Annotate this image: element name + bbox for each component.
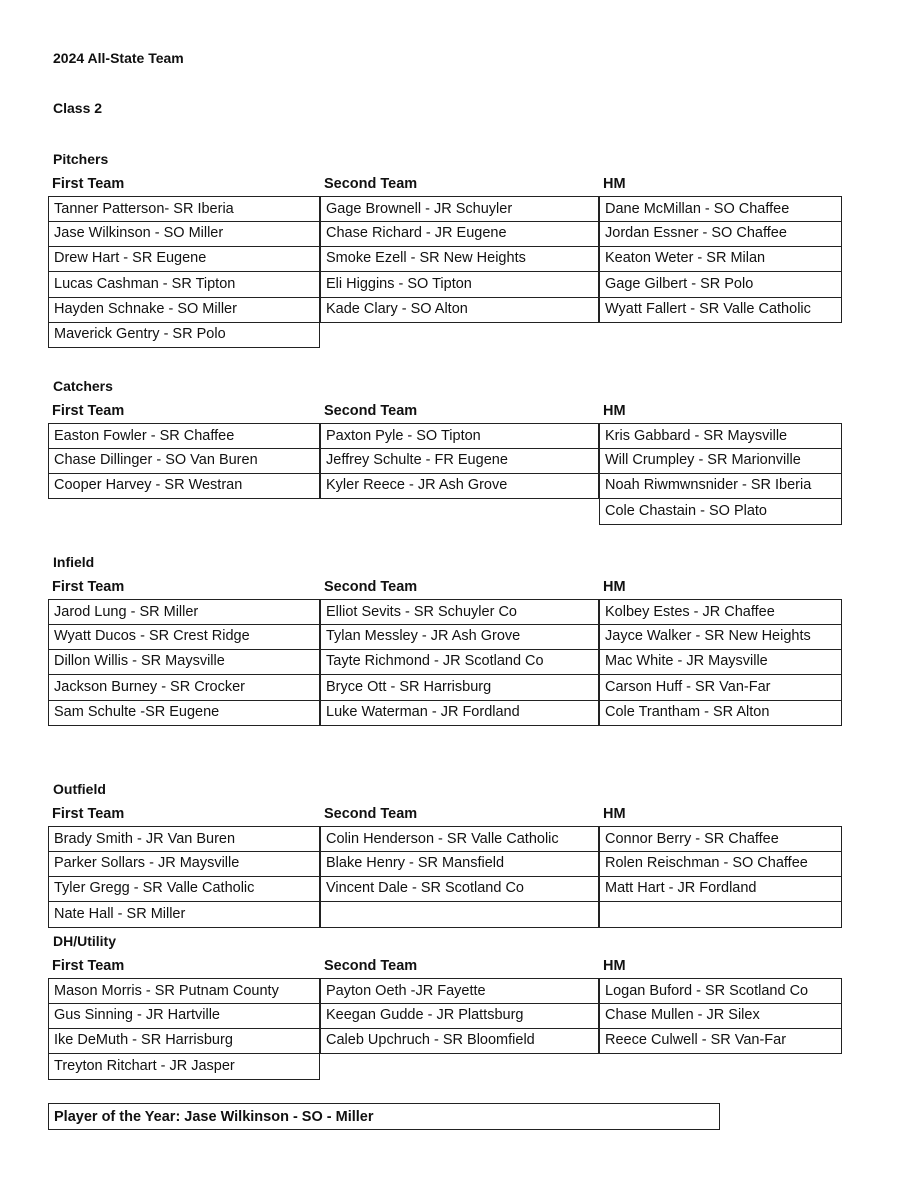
table-cell: Mason Morris - SR Putnam County xyxy=(48,978,320,1004)
table-cell: Caleb Upchruch - SR Bloomfield xyxy=(320,1028,599,1054)
table-cell: Gage Brownell - JR Schuyler xyxy=(320,196,599,222)
table-cell: Kyler Reece - JR Ash Grove xyxy=(320,473,599,499)
table-cell: Paxton Pyle - SO Tipton xyxy=(320,423,599,449)
section-title-infield: Infield xyxy=(53,554,95,570)
column-header-hm: HM xyxy=(603,958,626,974)
section-title-dh-utility: DH/Utility xyxy=(53,933,116,949)
table-cell: Colin Henderson - SR Valle Catholic xyxy=(320,826,599,852)
column-header-first: First Team xyxy=(52,403,125,419)
column-header-second: Second Team xyxy=(324,579,418,595)
table-cell: Matt Hart - JR Fordland xyxy=(599,876,842,902)
class-label: Class 2 xyxy=(53,100,103,116)
table-cell: Tanner Patterson- SR Iberia xyxy=(48,196,320,222)
table-cell: Ike DeMuth - SR Harrisburg xyxy=(48,1028,320,1054)
page-title: 2024 All-State Team xyxy=(53,50,184,66)
table-cell: Dane McMillan - SO Chaffee xyxy=(599,196,842,222)
table-cell: Rolen Reischman - SO Chaffee xyxy=(599,851,842,877)
player-of-the-year: Player of the Year: Jase Wilkinson - SO - Miller xyxy=(48,1103,720,1130)
column-header-hm: HM xyxy=(603,806,626,822)
table-cell: Eli Higgins - SO Tipton xyxy=(320,272,599,298)
table-cell: Wyatt Fallert - SR Valle Catholic xyxy=(599,297,842,323)
table-cell: Dillon Willis - SR Maysville xyxy=(48,649,320,675)
table-cell: Kade Clary - SO Alton xyxy=(320,297,599,323)
table-cell: Gage Gilbert - SR Polo xyxy=(599,272,842,298)
table-cell: Drew Hart - SR Eugene xyxy=(48,246,320,272)
table-cell: Vincent Dale - SR Scotland Co xyxy=(320,876,599,902)
table-cell: Tylan Messley - JR Ash Grove xyxy=(320,624,599,650)
table-cell: Nate Hall - SR Miller xyxy=(48,902,320,928)
column-header-first: First Team xyxy=(52,176,125,192)
table-cell: Kolbey Estes - JR Chaffee xyxy=(599,599,842,625)
column-header-hm: HM xyxy=(603,403,626,419)
table-cell: Lucas Cashman - SR Tipton xyxy=(48,272,320,298)
section-title-pitchers: Pitchers xyxy=(53,151,109,167)
table-cell: Maverick Gentry - SR Polo xyxy=(48,322,320,348)
column-header-second: Second Team xyxy=(324,403,418,419)
table-cell: Jarod Lung - SR Miller xyxy=(48,599,320,625)
table-cell: Luke Waterman - JR Fordland xyxy=(320,700,599,726)
column-header-hm: HM xyxy=(603,176,626,192)
column-header-second: Second Team xyxy=(324,958,418,974)
column-header-first: First Team xyxy=(52,806,125,822)
table-cell: Jayce Walker - SR New Heights xyxy=(599,624,842,650)
section-title-outfield: Outfield xyxy=(53,781,106,797)
table-cell: Cole Trantham - SR Alton xyxy=(599,700,842,726)
table-cell: Gus Sinning - JR Hartville xyxy=(48,1003,320,1029)
table-cell: Chase Richard - JR Eugene xyxy=(320,221,599,247)
table-cell: Jeffrey Schulte - FR Eugene xyxy=(320,448,599,474)
table-cell: Will Crumpley - SR Marionville xyxy=(599,448,842,474)
table-cell: Payton Oeth -JR Fayette xyxy=(320,978,599,1004)
table-cell: Connor Berry - SR Chaffee xyxy=(599,826,842,852)
table-cell: Noah Riwmwnsnider - SR Iberia xyxy=(599,473,842,499)
table-cell: Hayden Schnake - SO Miller xyxy=(48,297,320,323)
column-header-second: Second Team xyxy=(324,176,418,192)
table-cell: Bryce Ott - SR Harrisburg xyxy=(320,675,599,701)
table-cell: Jordan Essner - SO Chaffee xyxy=(599,221,842,247)
table-cell: Cooper Harvey - SR Westran xyxy=(48,473,320,499)
table-cell: Tayte Richmond - JR Scotland Co xyxy=(320,649,599,675)
table-cell: Keegan Gudde - JR Plattsburg xyxy=(320,1003,599,1029)
table-cell: Chase Dillinger - SO Van Buren xyxy=(48,448,320,474)
table-cell: Kris Gabbard - SR Maysville xyxy=(599,423,842,449)
section-title-catchers: Catchers xyxy=(53,378,113,394)
table-cell: Easton Fowler - SR Chaffee xyxy=(48,423,320,449)
table-cell: Smoke Ezell - SR New Heights xyxy=(320,246,599,272)
column-header-first: First Team xyxy=(52,958,125,974)
table-cell: Mac White - JR Maysville xyxy=(599,649,842,675)
table-cell: Sam Schulte -SR Eugene xyxy=(48,700,320,726)
table-cell: Blake Henry - SR Mansfield xyxy=(320,851,599,877)
table-cell: Brady Smith - JR Van Buren xyxy=(48,826,320,852)
table-cell: Tyler Gregg - SR Valle Catholic xyxy=(48,876,320,902)
table-cell: Cole Chastain - SO Plato xyxy=(599,499,842,525)
table-cell: Chase Mullen - JR Silex xyxy=(599,1003,842,1029)
table-cell: Jackson Burney - SR Crocker xyxy=(48,675,320,701)
table-cell xyxy=(320,902,599,928)
table-cell: Reece Culwell - SR Van-Far xyxy=(599,1028,842,1054)
table-cell: Logan Buford - SR Scotland Co xyxy=(599,978,842,1004)
table-cell xyxy=(599,902,842,928)
table-cell: Carson Huff - SR Van-Far xyxy=(599,675,842,701)
table-cell: Wyatt Ducos - SR Crest Ridge xyxy=(48,624,320,650)
table-cell: Parker Sollars - JR Maysville xyxy=(48,851,320,877)
table-cell: Treyton Ritchart - JR Jasper xyxy=(48,1054,320,1080)
column-header-hm: HM xyxy=(603,579,626,595)
table-cell: Jase Wilkinson - SO Miller xyxy=(48,221,320,247)
column-header-second: Second Team xyxy=(324,806,418,822)
table-cell: Keaton Weter - SR Milan xyxy=(599,246,842,272)
column-header-first: First Team xyxy=(52,579,125,595)
table-cell: Elliot Sevits - SR Schuyler Co xyxy=(320,599,599,625)
